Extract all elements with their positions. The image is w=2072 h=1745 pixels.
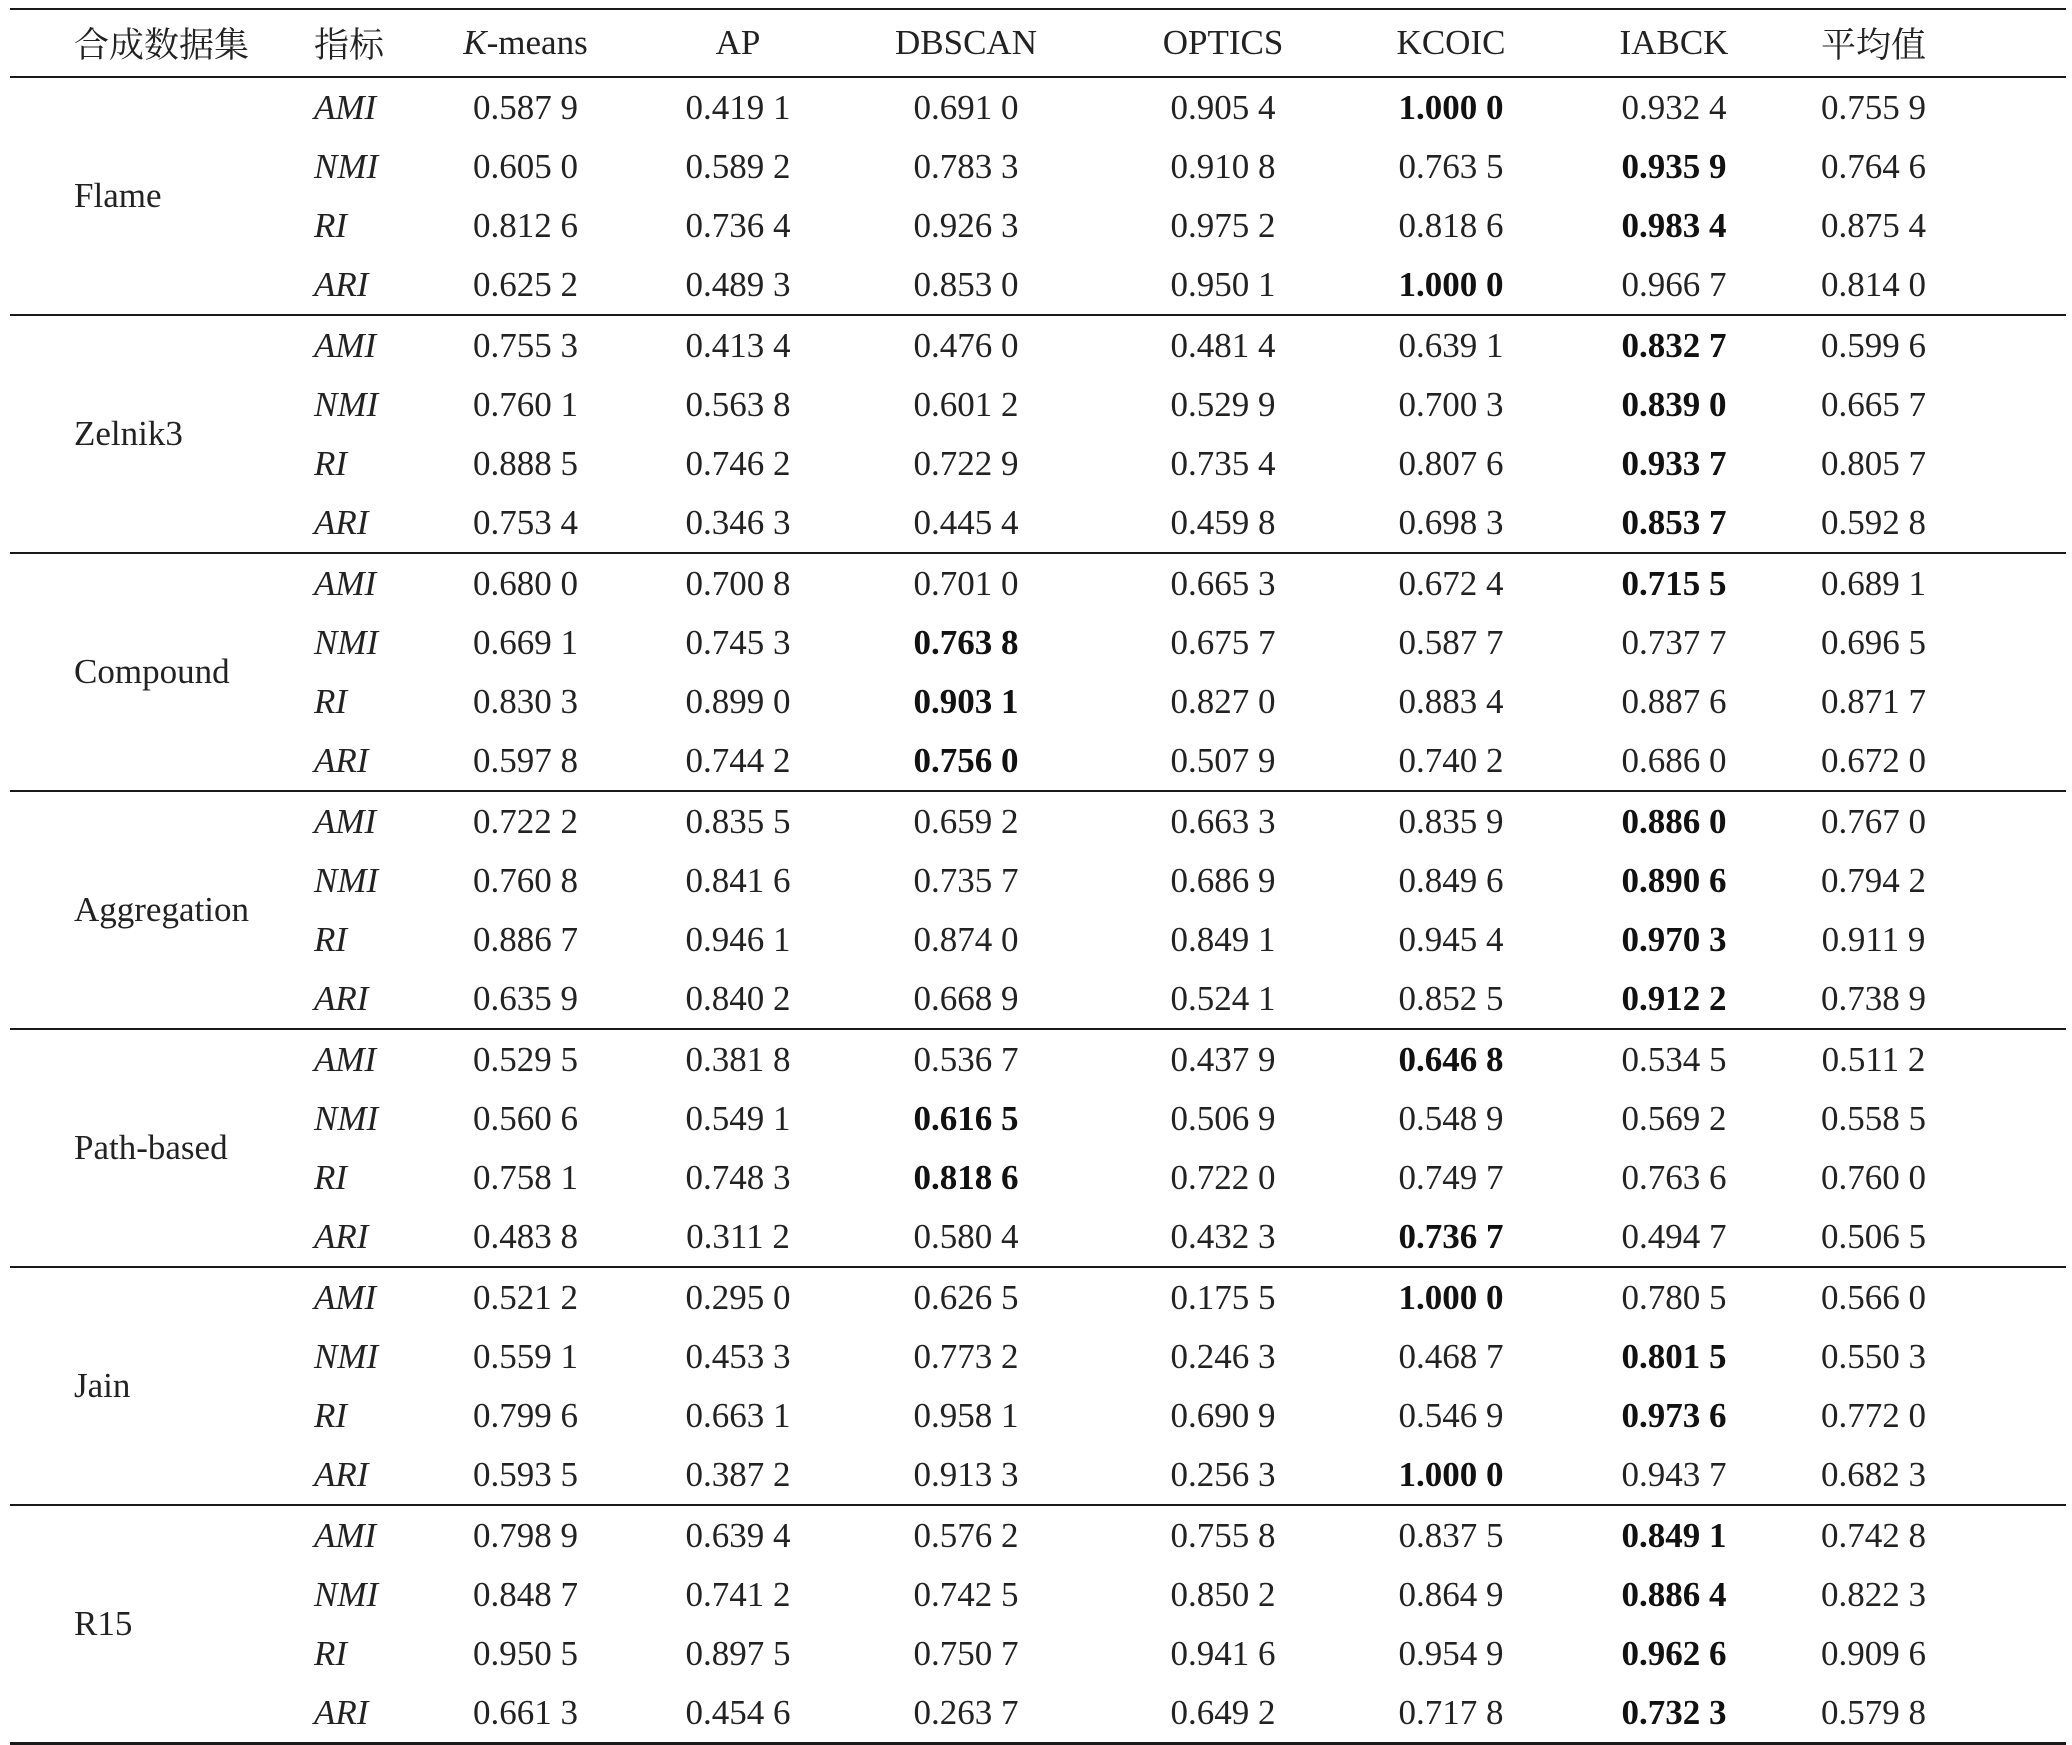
metric-label: ARI (314, 1216, 369, 1256)
value-cell: 0.890 6 (1621, 860, 1727, 900)
value-cell: 0.246 3 (1170, 1336, 1276, 1376)
value-cell: 0.903 1 (913, 681, 1019, 721)
value-cell: 0.689 1 (1821, 563, 1926, 603)
value-cell: 0.883 4 (1398, 681, 1504, 721)
value-cell: 0.970 3 (1621, 919, 1727, 959)
value-cell: 0.601 2 (913, 384, 1019, 424)
value-cell: 0.587 7 (1398, 622, 1504, 662)
value-cell: 0.758 1 (473, 1157, 578, 1197)
value-cell: 0.682 3 (1821, 1454, 1926, 1494)
metric-label: RI (314, 681, 348, 721)
value-cell: 0.735 7 (913, 860, 1019, 900)
value-cell: 0.744 2 (685, 740, 791, 780)
dataset-group (10, 1030, 2066, 1266)
table-row (314, 196, 2066, 255)
value-cell: 0.569 2 (1621, 1098, 1727, 1138)
header-kmeans-rest: -means (486, 23, 588, 62)
value-cell: 0.548 9 (1398, 1098, 1504, 1138)
value-cell: 0.489 3 (685, 264, 791, 304)
value-cell: 0.850 2 (1170, 1574, 1276, 1614)
value-cell: 0.346 3 (685, 502, 791, 542)
table-row (314, 969, 2066, 1028)
table-row (314, 613, 2066, 672)
header-ap: AP (715, 23, 761, 62)
value-cell: 0.686 9 (1170, 860, 1276, 900)
metric-label: ARI (314, 740, 369, 780)
value-cell: 0.983 4 (1621, 205, 1727, 245)
value-cell: 0.700 8 (685, 563, 791, 603)
metric-label: NMI (314, 1336, 379, 1376)
value-cell: 0.717 8 (1398, 1692, 1504, 1732)
value-cell: 0.599 6 (1821, 325, 1926, 365)
value-cell: 0.812 6 (473, 205, 578, 245)
value-cell: 0.263 7 (913, 1692, 1019, 1732)
value-cell: 0.887 6 (1621, 681, 1727, 721)
header-mean: 平均值 (1820, 26, 1926, 65)
table-row (314, 255, 2066, 314)
value-cell: 0.722 0 (1170, 1157, 1276, 1197)
value-cell: 0.592 8 (1821, 502, 1926, 542)
value-cell: 0.579 8 (1821, 1692, 1926, 1732)
value-cell: 0.736 7 (1398, 1216, 1504, 1256)
value-cell: 0.639 4 (685, 1515, 791, 1555)
value-cell: 0.690 9 (1170, 1395, 1276, 1435)
value-cell: 0.701 0 (913, 563, 1019, 603)
value-cell: 0.841 6 (685, 860, 791, 900)
value-cell: 0.899 0 (685, 681, 791, 721)
value-cell: 0.639 1 (1398, 325, 1504, 365)
value-cell: 0.649 2 (1170, 1692, 1276, 1732)
value-cell: 0.837 5 (1398, 1515, 1504, 1555)
value-cell: 0.935 9 (1621, 146, 1727, 186)
value-cell: 0.453 3 (685, 1336, 791, 1376)
value-cell: 0.511 2 (1821, 1039, 1926, 1079)
value-cell: 0.454 6 (685, 1692, 791, 1732)
value-cell: 0.698 3 (1398, 502, 1504, 542)
value-cell: 0.773 2 (913, 1336, 1019, 1376)
value-cell: 0.696 5 (1821, 622, 1926, 662)
value-cell: 0.737 7 (1621, 622, 1727, 662)
value-cell: 0.962 6 (1621, 1633, 1727, 1673)
dataset-name: Flame (74, 176, 162, 215)
value-cell: 0.807 6 (1398, 443, 1504, 483)
value-cell: 0.946 1 (685, 919, 791, 959)
metric-label: RI (314, 1157, 348, 1197)
value-cell: 0.700 3 (1398, 384, 1504, 424)
table-row (314, 316, 2066, 375)
metric-label: ARI (314, 1692, 369, 1732)
value-cell: 0.445 4 (913, 502, 1019, 542)
value-cell: 0.772 0 (1821, 1395, 1926, 1435)
table-row (314, 672, 2066, 731)
metric-label: NMI (314, 1098, 379, 1138)
value-cell: 0.587 9 (473, 87, 578, 127)
value-cell: 0.722 9 (913, 443, 1019, 483)
value-cell: 0.832 7 (1621, 325, 1727, 365)
metric-label: ARI (314, 264, 369, 304)
value-cell: 0.686 0 (1621, 740, 1727, 780)
value-cell: 0.818 6 (1398, 205, 1504, 245)
dataset-name: Jain (74, 1366, 131, 1405)
value-cell: 0.905 4 (1170, 87, 1276, 127)
header-kcoic: KCOIC (1396, 23, 1506, 62)
value-cell: 0.875 4 (1821, 205, 1926, 245)
value-cell: 0.521 2 (473, 1277, 578, 1317)
value-cell: 0.767 0 (1821, 801, 1926, 841)
value-cell: 0.735 4 (1170, 443, 1276, 483)
dataset-group (10, 792, 2066, 1028)
value-cell: 0.175 5 (1170, 1277, 1276, 1317)
value-cell: 1.000 0 (1398, 1454, 1504, 1494)
value-cell: 0.413 4 (685, 325, 791, 365)
value-cell: 0.459 8 (1170, 502, 1276, 542)
value-cell: 0.605 0 (473, 146, 578, 186)
value-cell: 0.740 2 (1398, 740, 1504, 780)
value-cell: 0.794 2 (1821, 860, 1926, 900)
value-cell: 0.566 0 (1821, 1277, 1926, 1317)
table-row (314, 910, 2066, 969)
value-cell: 0.783 3 (913, 146, 1019, 186)
value-cell: 0.256 3 (1170, 1454, 1276, 1494)
value-cell: 0.753 4 (473, 502, 578, 542)
value-cell: 0.506 9 (1170, 1098, 1276, 1138)
value-cell: 0.481 4 (1170, 325, 1276, 365)
value-cell: 0.849 1 (1621, 1515, 1727, 1555)
table-row (314, 1683, 2066, 1742)
value-cell: 0.853 7 (1621, 502, 1727, 542)
value-cell: 0.760 8 (473, 860, 578, 900)
value-cell: 0.926 3 (913, 205, 1019, 245)
table-row (314, 375, 2066, 434)
value-cell: 0.494 7 (1621, 1216, 1727, 1256)
value-cell: 0.840 2 (685, 978, 791, 1018)
value-cell: 0.763 8 (913, 622, 1019, 662)
value-cell: 0.805 7 (1821, 443, 1926, 483)
table-row (314, 731, 2066, 790)
metric-label: RI (314, 919, 348, 959)
metric-label: ARI (314, 1454, 369, 1494)
value-cell: 0.750 7 (913, 1633, 1019, 1673)
metric-label: NMI (314, 622, 379, 662)
value-cell: 0.871 7 (1821, 681, 1926, 721)
value-cell: 0.780 5 (1621, 1277, 1727, 1317)
value-cell: 0.849 6 (1398, 860, 1504, 900)
value-cell: 0.742 8 (1821, 1515, 1926, 1555)
value-cell: 0.559 1 (473, 1336, 578, 1376)
table-row (314, 851, 2066, 910)
table-row (314, 1386, 2066, 1445)
value-cell: 0.746 2 (685, 443, 791, 483)
table-row (314, 1624, 2066, 1683)
value-cell: 0.680 0 (473, 563, 578, 603)
value-cell: 0.507 9 (1170, 740, 1276, 780)
value-cell: 0.432 3 (1170, 1216, 1276, 1256)
value-cell: 0.897 5 (685, 1633, 791, 1673)
value-cell: 0.763 6 (1621, 1157, 1727, 1197)
metric-label: RI (314, 1395, 348, 1435)
header-row (10, 10, 2066, 76)
header-dataset: 合成数据集 (74, 26, 250, 65)
value-cell: 0.546 9 (1398, 1395, 1504, 1435)
value-cell: 0.973 6 (1621, 1395, 1727, 1435)
table-row (314, 1207, 2066, 1266)
table-row (314, 493, 2066, 552)
value-cell: 0.738 9 (1821, 978, 1926, 1018)
value-cell: 0.827 0 (1170, 681, 1276, 721)
value-cell: 0.912 2 (1621, 978, 1727, 1018)
value-cell: 0.755 8 (1170, 1515, 1276, 1555)
dataset-name: Zelnik3 (74, 414, 183, 453)
metric-label: ARI (314, 502, 369, 542)
value-cell: 0.665 3 (1170, 563, 1276, 603)
dataset-name: R15 (74, 1604, 133, 1643)
table-row (314, 78, 2066, 137)
value-cell: 0.835 9 (1398, 801, 1504, 841)
value-cell: 0.576 2 (913, 1515, 1019, 1555)
table-row (314, 554, 2066, 613)
value-cell: 0.732 3 (1621, 1692, 1727, 1732)
value-cell: 0.387 2 (685, 1454, 791, 1494)
metric-label: AMI (314, 87, 377, 127)
value-cell: 0.933 7 (1621, 443, 1727, 483)
table-body (10, 78, 2066, 1745)
value-cell: 0.830 3 (473, 681, 578, 721)
value-cell: 0.550 3 (1821, 1336, 1926, 1376)
header-optics: OPTICS (1162, 23, 1284, 62)
value-cell: 0.763 5 (1398, 146, 1504, 186)
table-row (314, 1268, 2066, 1327)
value-cell: 0.756 0 (913, 740, 1019, 780)
metric-label: RI (314, 1633, 348, 1673)
value-cell: 0.950 5 (473, 1633, 578, 1673)
value-cell: 0.945 4 (1398, 919, 1504, 959)
value-cell: 0.853 0 (913, 264, 1019, 304)
value-cell: 0.745 3 (685, 622, 791, 662)
value-cell: 0.646 8 (1398, 1039, 1504, 1079)
table-row (314, 792, 2066, 851)
table-row (314, 1089, 2066, 1148)
value-cell: 0.975 2 (1170, 205, 1276, 245)
value-cell: 0.909 6 (1821, 1633, 1926, 1673)
value-cell: 0.563 8 (685, 384, 791, 424)
table-row (314, 1445, 2066, 1504)
value-cell: 1.000 0 (1398, 87, 1504, 127)
value-cell: 0.886 0 (1621, 801, 1727, 841)
value-cell: 0.560 6 (473, 1098, 578, 1138)
value-cell: 1.000 0 (1398, 1277, 1504, 1317)
value-cell: 0.798 9 (473, 1515, 578, 1555)
value-cell: 0.736 4 (685, 205, 791, 245)
metric-label: AMI (314, 1277, 377, 1317)
dataset-name: Aggregation (74, 890, 249, 929)
metric-label: NMI (314, 146, 379, 186)
dataset-name: Compound (74, 652, 230, 691)
value-cell: 0.760 0 (1821, 1157, 1926, 1197)
table-row (314, 1030, 2066, 1089)
value-cell: 0.663 3 (1170, 801, 1276, 841)
value-cell: 0.715 5 (1621, 563, 1727, 603)
value-cell: 0.814 0 (1821, 264, 1926, 304)
value-cell: 0.661 3 (473, 1692, 578, 1732)
value-cell: 0.941 6 (1170, 1633, 1276, 1673)
value-cell: 0.950 1 (1170, 264, 1276, 304)
value-cell: 0.597 8 (473, 740, 578, 780)
value-cell: 0.672 0 (1821, 740, 1926, 780)
table-row (314, 1148, 2066, 1207)
value-cell: 0.616 5 (913, 1098, 1019, 1138)
dataset-group (10, 316, 2066, 552)
metric-label: AMI (314, 563, 377, 603)
value-cell: 0.852 5 (1398, 978, 1504, 1018)
header-metric: 指标 (314, 26, 385, 65)
value-cell: 0.483 8 (473, 1216, 578, 1256)
value-cell: 0.381 8 (685, 1039, 791, 1079)
value-cell: 0.722 2 (473, 801, 578, 841)
value-cell: 0.822 3 (1821, 1574, 1926, 1614)
dataset-group (10, 1268, 2066, 1504)
value-cell: 0.675 7 (1170, 622, 1276, 662)
value-cell: 0.549 1 (685, 1098, 791, 1138)
value-cell: 0.663 1 (685, 1395, 791, 1435)
header-kmeans (396, 23, 655, 63)
value-cell: 0.755 3 (473, 325, 578, 365)
header-iabck: IABCK (1619, 23, 1729, 62)
metric-label: NMI (314, 860, 379, 900)
value-cell: 0.742 5 (913, 1574, 1019, 1614)
value-cell: 0.437 9 (1170, 1039, 1276, 1079)
value-cell: 0.888 5 (473, 443, 578, 483)
results-table (10, 8, 2066, 1745)
metric-label: AMI (314, 1515, 377, 1555)
value-cell: 0.835 5 (685, 801, 791, 841)
value-cell: 0.691 0 (913, 87, 1019, 127)
value-cell: 0.536 7 (913, 1039, 1019, 1079)
value-cell: 0.849 1 (1170, 919, 1276, 959)
value-cell: 0.295 0 (685, 1277, 791, 1317)
value-cell: 0.848 7 (473, 1574, 578, 1614)
value-cell: 0.419 1 (685, 87, 791, 127)
value-cell: 0.659 2 (913, 801, 1019, 841)
value-cell: 0.755 9 (1821, 87, 1926, 127)
value-cell: 0.801 5 (1621, 1336, 1727, 1376)
metric-label: AMI (314, 1039, 377, 1079)
metric-label: RI (314, 443, 348, 483)
value-cell: 0.886 7 (473, 919, 578, 959)
value-cell: 0.672 4 (1398, 563, 1504, 603)
value-cell: 0.966 7 (1621, 264, 1727, 304)
value-cell: 0.913 3 (913, 1454, 1019, 1494)
metric-label: AMI (314, 801, 377, 841)
value-cell: 0.958 1 (913, 1395, 1019, 1435)
value-cell: 0.558 5 (1821, 1098, 1926, 1138)
table-row (314, 1565, 2066, 1624)
value-cell: 0.799 6 (473, 1395, 578, 1435)
value-cell: 0.760 1 (473, 384, 578, 424)
dataset-group (10, 554, 2066, 790)
value-cell: 0.468 7 (1398, 1336, 1504, 1376)
table-row (314, 1327, 2066, 1386)
value-cell: 0.749 7 (1398, 1157, 1504, 1197)
value-cell: 0.593 5 (473, 1454, 578, 1494)
value-cell: 0.764 6 (1821, 146, 1926, 186)
value-cell: 0.669 1 (473, 622, 578, 662)
value-cell: 0.529 9 (1170, 384, 1276, 424)
value-cell: 0.626 5 (913, 1277, 1019, 1317)
metric-label: ARI (314, 978, 369, 1018)
value-cell: 0.534 5 (1621, 1039, 1727, 1079)
metric-label: NMI (314, 384, 379, 424)
value-cell: 0.864 9 (1398, 1574, 1504, 1614)
value-cell: 0.874 0 (913, 919, 1019, 959)
value-cell: 0.943 7 (1621, 1454, 1727, 1494)
value-cell: 0.625 2 (473, 264, 578, 304)
value-cell: 0.311 2 (686, 1216, 790, 1256)
value-cell: 0.524 1 (1170, 978, 1276, 1018)
value-cell: 0.932 4 (1621, 87, 1727, 127)
metric-label: RI (314, 205, 348, 245)
dataset-group (10, 78, 2066, 314)
value-cell: 0.839 0 (1621, 384, 1727, 424)
value-cell: 0.954 9 (1398, 1633, 1504, 1673)
dataset-name: Path-based (74, 1128, 228, 1167)
value-cell: 0.476 0 (913, 325, 1019, 365)
table-row (314, 137, 2066, 196)
value-cell: 0.741 2 (685, 1574, 791, 1614)
value-cell: 0.911 9 (1821, 919, 1926, 959)
metric-label: AMI (314, 325, 377, 365)
value-cell: 0.506 5 (1821, 1216, 1926, 1256)
table-row (314, 434, 2066, 493)
table-row (314, 1506, 2066, 1565)
header-kmeans-k: K (463, 23, 487, 62)
value-cell: 1.000 0 (1398, 264, 1504, 304)
metric-label: NMI (314, 1574, 379, 1614)
value-cell: 0.748 3 (685, 1157, 791, 1197)
value-cell: 0.910 8 (1170, 146, 1276, 186)
value-cell: 0.529 5 (473, 1039, 578, 1079)
value-cell: 0.580 4 (913, 1216, 1019, 1256)
value-cell: 0.635 9 (473, 978, 578, 1018)
value-cell: 0.665 7 (1821, 384, 1926, 424)
value-cell: 0.818 6 (913, 1157, 1019, 1197)
value-cell: 0.886 4 (1621, 1574, 1727, 1614)
value-cell: 0.668 9 (913, 978, 1019, 1018)
dataset-group (10, 1506, 2066, 1742)
header-dbscan: DBSCAN (895, 23, 1037, 62)
value-cell: 0.589 2 (685, 146, 791, 186)
